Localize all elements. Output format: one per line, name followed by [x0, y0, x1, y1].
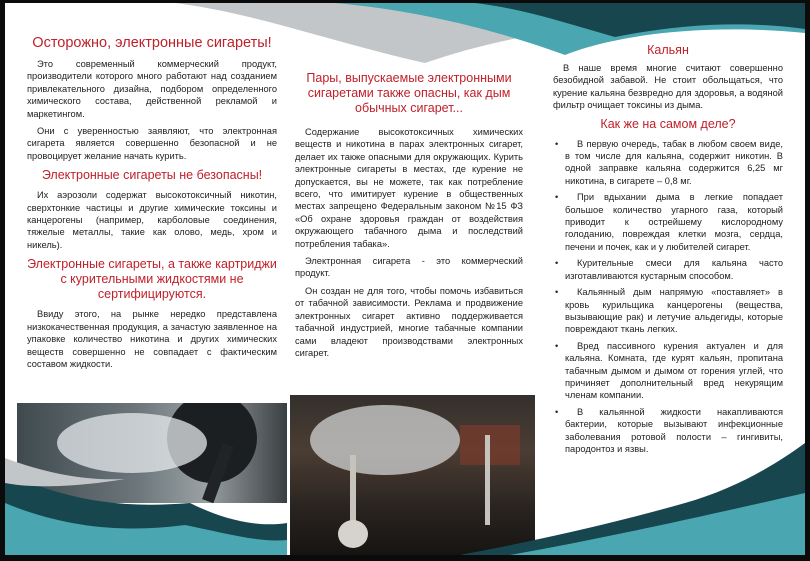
- middle-panel: [295, 71, 523, 364]
- right-panel: [553, 43, 783, 459]
- right-heading: Как же на самом деле?: [600, 116, 736, 131]
- middle-text-3: Он создан не для того, чтобы помочь избавиться от табачной зависимости. Реклама и продвижение электронных сигарет активно поддерживается табачной индустрией, многие табачные компании сами владеют производствами электронных сигарет.: [295, 285, 523, 358]
- left-heading-2: Электронные сигареты не безопасны!: [41, 168, 263, 183]
- list-item: • В кальянной жидкости накапливаются бактерии, которые вызывают инфекционные заболевания ротовой полости – гингивиты, пародонтоз и язвы.: [553, 406, 783, 456]
- list-item: • В первую очередь, табак в любом своем виде, в том числе для кальяна, содержит никотин. В одной заправке кальяна содержится 6,25 мг никотина, в сигарете – 0,8 мг.: [553, 138, 783, 188]
- right-intro: В наше время многие считают совершенно безобидной забавой. Не стоит обольщаться, что курение кальяна безвредно для здоровья, а водяной фильтр очищает токсины из дыма.: [553, 63, 783, 111]
- middle-text-1: Содержание высокотоксичных химических веществ и никотина в парах электронных сигарет, делает их также опасными для окружающих. Курить электронные сигареты в местах, где курение не допускается, вы не можете, так как потребление всего, что имитирует курение в общественных местах запрещено Федеральным законом №15 ФЗ «Об охране здоровья граждан от воздействия окружающего табачного дыма и последствий потребления табака».: [295, 127, 523, 249]
- left-heading-3: Электронные сигареты, а также картриджи с курительными жидкостями не сертифицируются.: [27, 257, 277, 302]
- list-item: • Вред пассивного курения актуален и для кальяна. Комната, где курят кальян, пропитана табачным дымом и дымом от горения углей, что причиняет дополнительный вред некурящим членам компании.: [553, 340, 783, 402]
- middle-heading: Пары, выпускаемые электронными сигаретами также опасны, как дым обычных сигарет...: [306, 71, 512, 115]
- left-panel: [27, 35, 277, 375]
- right-title: Кальян: [647, 43, 689, 57]
- list-item: • Кальянный дым напрямую «поставляет» в кровь курильщика канцерогены (вещества, вызывающие рак) и летучие альдегиды, которые повреждают ткань легких.: [553, 286, 783, 336]
- left-title: Осторожно, электронные сигареты!: [32, 35, 272, 51]
- middle-text-2: Электронная сигарета - это коммерческий продукт.: [295, 256, 523, 279]
- left-text-3: Ввиду этого, на рынке нередко представлена низкокачественная продукция, а зачастую заявленное на упаковке количество никотина и других химических веществ совершенно не совпадает с фактическим составом жидкости.: [27, 309, 277, 369]
- left-intro-1: Это современный коммерческий продукт, производители которого много работают над созданием привлекательного дизайна, подбором определенного химического состава, действенной рекламой и маркетингом.: [27, 59, 277, 119]
- list-item: • При вдыхании дыма в легкие попадает большое количество угарного газа, который приводит к острейшему кислородному голоданию, повреждая клетки мозга, сердца, печени и почек, как и у любителей сигарет.: [553, 191, 783, 253]
- brochure-page: [5, 3, 805, 555]
- left-intro-2: Они с уверенностью заявляют, что электронная сигарета является совершенно безопасной и не провоцирует желание начать курить.: [27, 126, 277, 161]
- left-text-2: Их аэрозоли содержат высокотоксичный никотин, сверхтонкие частицы и другие химические токсины и канцерогены (например, карболовые соединения, тяжелые металлы, такие как олово, медь, хром и никель).: [27, 190, 277, 250]
- list-item: • Курительные смеси для кальяна часто изготавливаются кустарным способом.: [553, 257, 783, 282]
- right-bullet-list: [553, 138, 783, 456]
